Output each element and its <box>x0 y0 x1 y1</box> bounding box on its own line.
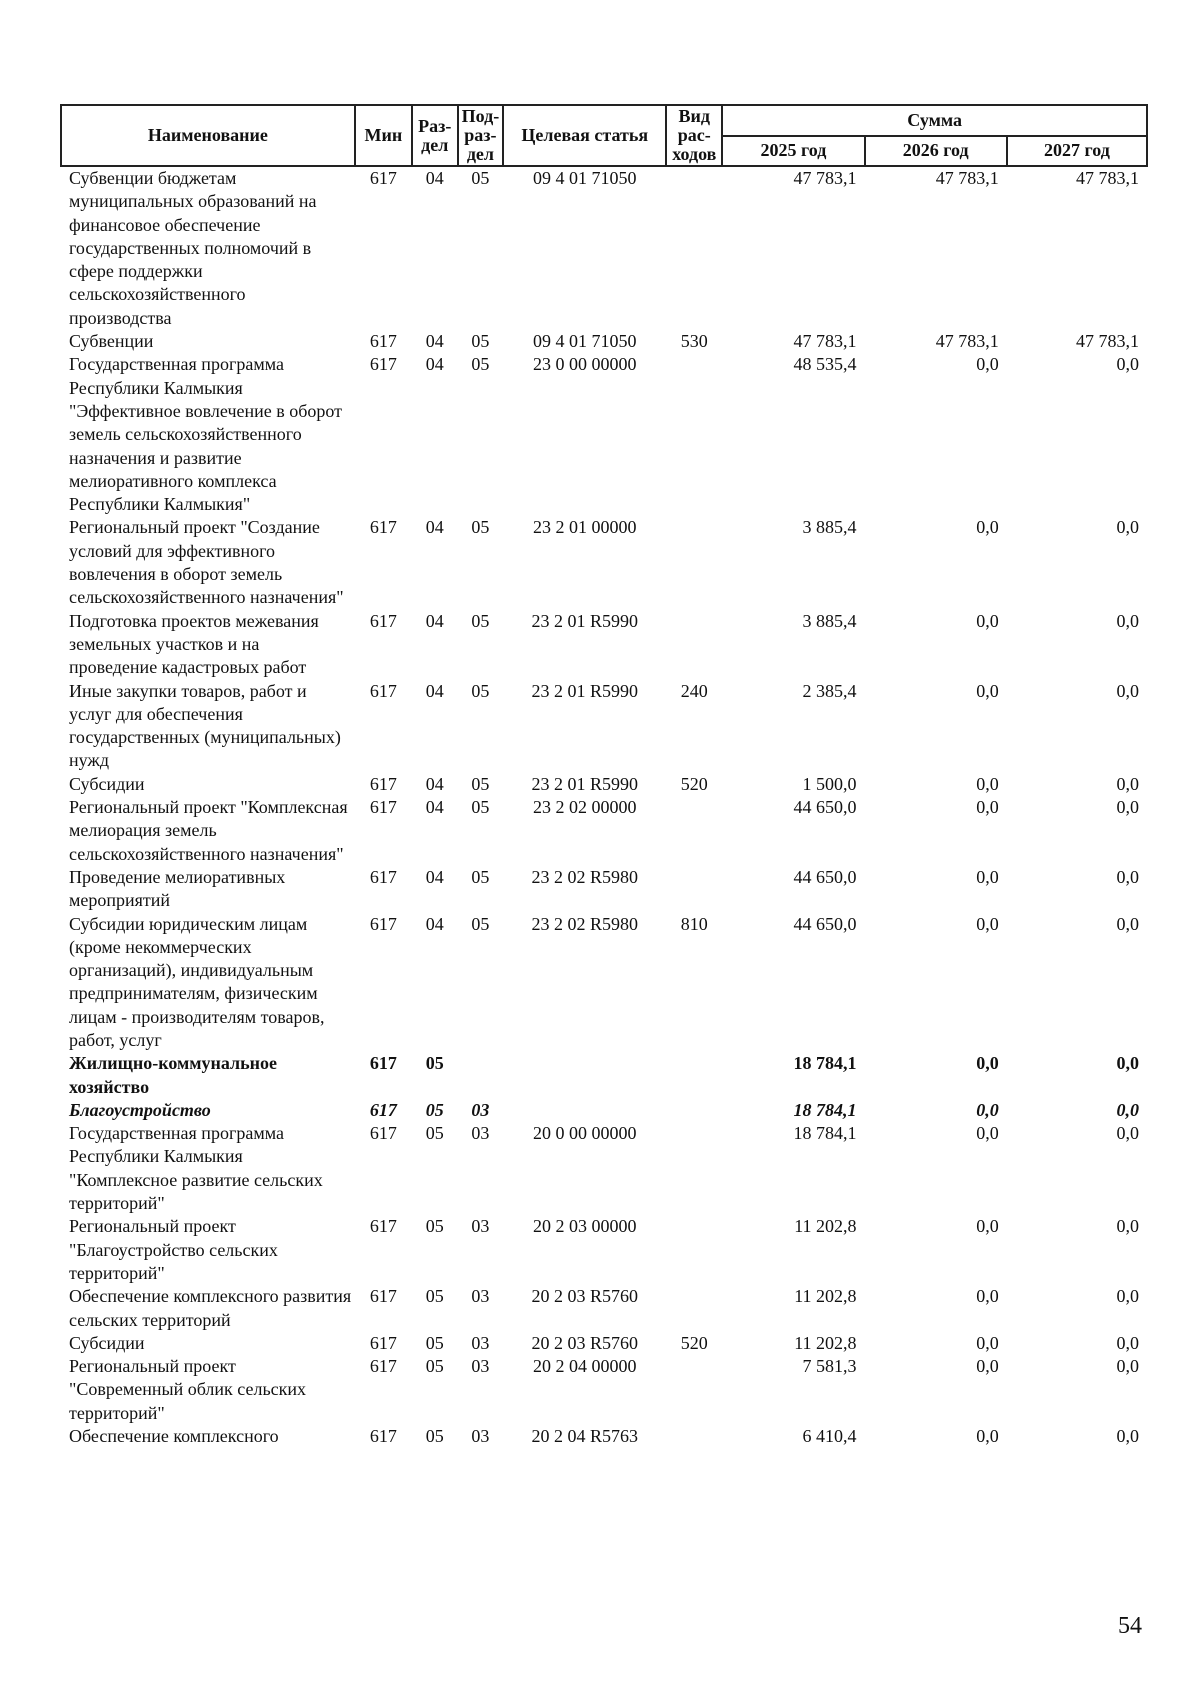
cell-2027: 0,0 <box>1116 517 1139 538</box>
cell-razdel: 04 <box>425 517 444 538</box>
cell-razdel: 05 <box>425 1123 444 1144</box>
cell-podrazdel: 03 <box>471 1099 490 1120</box>
table-row <box>61 913 1147 1053</box>
table-header <box>61 105 1147 166</box>
cell-2027: 0,0 <box>1116 1123 1139 1144</box>
cell-vid <box>666 866 722 913</box>
cell-2025: 7 581,3 <box>802 1356 857 1377</box>
table-row <box>61 1052 1147 1099</box>
cell-2026: 0,0 <box>976 680 999 701</box>
cell-podrazdel: 05 <box>471 517 490 538</box>
cell-vid <box>666 796 722 866</box>
cell-2027: 0,0 <box>1116 1216 1139 1237</box>
cell-name: Жилищно-коммунальное хозяйство <box>69 1053 278 1097</box>
cell-min: 617 <box>369 1356 397 1377</box>
header-target: Целевая статья <box>503 105 666 166</box>
cell-2026: 0,0 <box>976 1332 999 1353</box>
table-row <box>61 1355 1147 1425</box>
cell-target: 20 2 04 R5763 <box>531 1426 638 1447</box>
cell-2027: 0,0 <box>1116 680 1139 701</box>
cell-name: Субвенции бюджетам муниципальных образований на финансовое обеспечение государственных полномочий в сфере поддержки сельскохозяйственного производства <box>69 168 317 328</box>
cell-2025: 11 202,8 <box>794 1216 857 1237</box>
cell-2025: 47 783,1 <box>793 331 857 352</box>
cell-podrazdel: 05 <box>471 866 490 887</box>
cell-razdel: 04 <box>425 331 444 352</box>
cell-razdel: 04 <box>425 797 444 818</box>
cell-vid: 520 <box>680 773 708 794</box>
cell-podrazdel: 05 <box>471 680 490 701</box>
cell-2027: 0,0 <box>1116 1099 1139 1120</box>
cell-podrazdel <box>458 1052 504 1099</box>
table-row <box>61 516 1147 609</box>
header-year-2027: 2027 год <box>1007 136 1147 167</box>
table-row <box>61 610 1147 680</box>
cell-2027: 0,0 <box>1116 354 1139 375</box>
cell-name: Субвенции <box>69 331 154 352</box>
header-name: Наименование <box>61 105 355 166</box>
cell-2025: 11 202,8 <box>794 1286 857 1307</box>
cell-2027: 0,0 <box>1116 1426 1139 1447</box>
cell-2026: 0,0 <box>976 517 999 538</box>
table-row <box>61 1122 1147 1215</box>
cell-2026: 0,0 <box>976 610 999 631</box>
cell-razdel: 05 <box>425 1286 444 1307</box>
cell-target <box>503 1052 666 1099</box>
cell-target: 20 2 03 R5760 <box>531 1286 638 1307</box>
cell-razdel: 04 <box>425 168 444 188</box>
table-body <box>61 166 1147 1448</box>
cell-podrazdel: 05 <box>471 168 490 188</box>
cell-2025: 18 784,1 <box>793 1099 857 1120</box>
table-row <box>61 353 1147 516</box>
cell-target: 20 0 00 00000 <box>533 1123 637 1144</box>
cell-2026: 47 783,1 <box>935 331 999 352</box>
cell-min: 617 <box>369 1099 397 1120</box>
cell-min: 617 <box>369 680 397 701</box>
cell-name: Субсидии <box>69 773 145 794</box>
cell-2027: 47 783,1 <box>1076 168 1139 188</box>
cell-vid <box>666 1425 722 1448</box>
cell-name: Проведение мелиоративных мероприятий <box>69 866 286 911</box>
cell-podrazdel: 05 <box>471 354 490 375</box>
cell-2026: 0,0 <box>976 1099 999 1120</box>
cell-podrazdel: 03 <box>471 1216 490 1237</box>
cell-2027: 0,0 <box>1116 1356 1139 1377</box>
header-summa: Сумма <box>722 105 1147 136</box>
cell-2027: 0,0 <box>1116 1286 1139 1307</box>
cell-razdel: 04 <box>425 354 444 375</box>
header-razdel: Раз-дел <box>412 105 458 166</box>
cell-min: 617 <box>369 1332 397 1353</box>
cell-podrazdel: 05 <box>471 610 490 631</box>
page-number: 54 <box>1118 1613 1142 1639</box>
cell-2026: 0,0 <box>976 1053 999 1074</box>
cell-razdel: 04 <box>425 866 444 887</box>
cell-vid: 520 <box>680 1332 708 1353</box>
cell-razdel: 05 <box>425 1099 444 1120</box>
cell-name: Субсидии юридическим лицам (кроме некоммерческих организаций), индивидуальным предпринимателям, физическим лицам - производителям товаров, работ, услуг <box>69 913 325 1050</box>
cell-vid: 240 <box>680 680 708 701</box>
cell-podrazdel: 03 <box>471 1123 490 1144</box>
cell-name: Региональный проект "Создание условий для эффективного вовлечения в оборот земель сельскохозяйственного назначения" <box>69 517 344 608</box>
cell-razdel: 04 <box>425 610 444 631</box>
table-row <box>61 796 1147 866</box>
cell-target: 23 2 01 R5990 <box>531 610 638 631</box>
table-row <box>61 1215 1147 1285</box>
cell-2025: 44 650,0 <box>793 913 857 934</box>
cell-razdel: 04 <box>425 680 444 701</box>
cell-target: 23 2 02 00000 <box>533 797 637 818</box>
cell-2025: 18 784,1 <box>793 1053 857 1074</box>
cell-vid: 810 <box>680 913 708 934</box>
cell-min: 617 <box>369 354 397 375</box>
cell-razdel: 05 <box>425 1053 444 1074</box>
cell-2026: 0,0 <box>976 1426 999 1447</box>
cell-razdel: 05 <box>425 1356 444 1377</box>
cell-razdel: 04 <box>425 913 444 934</box>
cell-razdel: 05 <box>425 1216 444 1237</box>
cell-2027: 0,0 <box>1116 1053 1139 1074</box>
cell-target: 20 2 03 R5760 <box>531 1332 638 1353</box>
cell-2026: 0,0 <box>976 773 999 794</box>
cell-min: 617 <box>369 913 397 934</box>
cell-min: 617 <box>369 773 397 794</box>
cell-name: Государственная программа Республики Калмыкия "Комплексное развитие сельских территорий" <box>69 1123 323 1214</box>
cell-2025: 3 885,4 <box>802 517 857 538</box>
cell-podrazdel: 05 <box>471 773 490 794</box>
cell-2026: 0,0 <box>976 1356 999 1377</box>
table-row <box>61 773 1147 796</box>
cell-2026: 0,0 <box>976 797 999 818</box>
table-row <box>61 866 1147 913</box>
cell-podrazdel: 05 <box>471 331 490 352</box>
table-row <box>61 1285 1147 1332</box>
cell-2027: 0,0 <box>1116 1332 1139 1353</box>
cell-2025: 47 783,1 <box>793 168 857 188</box>
cell-2025: 11 202,8 <box>794 1332 857 1353</box>
cell-podrazdel: 03 <box>471 1286 490 1307</box>
cell-min: 617 <box>369 1053 397 1074</box>
cell-target: 09 4 01 71050 <box>533 168 637 188</box>
cell-min: 617 <box>369 1286 397 1307</box>
cell-2026: 0,0 <box>976 913 999 934</box>
budget-table <box>60 104 1148 1448</box>
cell-razdel: 04 <box>425 773 444 794</box>
cell-min: 617 <box>369 610 397 631</box>
header-podrazdel: Под-раз-дел <box>458 105 504 166</box>
cell-name: Региональный проект "Комплексная мелиорация земель сельскохозяйственного назначения" <box>69 797 348 864</box>
table-row <box>61 330 1147 353</box>
header-year-2026: 2026 год <box>865 136 1007 167</box>
cell-2027: 0,0 <box>1116 797 1139 818</box>
table-row <box>61 680 1147 773</box>
cell-name: Региональный проект "Современный облик сельских территорий" <box>69 1356 307 1423</box>
table-row <box>61 1099 1147 1122</box>
cell-2027: 47 783,1 <box>1076 331 1139 352</box>
cell-vid <box>666 1355 722 1425</box>
cell-2025: 18 784,1 <box>793 1123 857 1144</box>
cell-target: 23 2 01 00000 <box>533 517 637 538</box>
cell-min: 617 <box>369 1216 397 1237</box>
cell-vid <box>666 1285 722 1332</box>
cell-2025: 6 410,4 <box>802 1426 857 1447</box>
cell-2027: 0,0 <box>1116 913 1139 934</box>
cell-min: 617 <box>369 1426 397 1447</box>
cell-vid <box>666 516 722 609</box>
table-row <box>61 1425 1147 1448</box>
table-row <box>61 1332 1147 1355</box>
cell-name: Региональный проект "Благоустройство сельских территорий" <box>69 1216 278 1283</box>
header-year-2025: 2025 год <box>722 136 864 167</box>
cell-2025: 1 500,0 <box>802 773 857 794</box>
cell-2027: 0,0 <box>1116 866 1139 887</box>
cell-vid <box>666 610 722 680</box>
cell-target: 23 2 02 R5980 <box>531 866 638 887</box>
header-min: Мин <box>355 105 412 166</box>
cell-min: 617 <box>369 866 397 887</box>
cell-podrazdel: 03 <box>471 1332 490 1353</box>
cell-2026: 0,0 <box>976 866 999 887</box>
cell-vid <box>666 1122 722 1215</box>
cell-name: Государственная программа Республики Калмыкия "Эффективное вовлечение в оборот земель сельскохозяйственного назначения и развитие мелиоративного комплекса Республики Калмыкия" <box>69 354 343 515</box>
cell-target: 23 2 01 R5990 <box>531 773 638 794</box>
cell-min: 617 <box>369 797 397 818</box>
cell-target: 23 0 00 00000 <box>533 354 637 375</box>
cell-target: 20 2 03 00000 <box>533 1216 637 1237</box>
cell-podrazdel: 03 <box>471 1356 490 1377</box>
cell-target: 23 2 02 R5980 <box>531 913 638 934</box>
cell-target: 20 2 04 00000 <box>533 1356 637 1377</box>
cell-podrazdel: 05 <box>471 913 490 934</box>
cell-vid <box>666 1052 722 1099</box>
cell-min: 617 <box>369 1123 397 1144</box>
cell-min: 617 <box>369 168 397 188</box>
cell-target: 09 4 01 71050 <box>533 331 637 352</box>
cell-min: 617 <box>369 517 397 538</box>
cell-name: Подготовка проектов межевания земельных участков и на проведение кадастровых работ <box>69 610 319 678</box>
cell-name: Иные закупки товаров, работ и услуг для обеспечения государственных (муниципальных) нужд <box>69 680 341 771</box>
cell-2026: 0,0 <box>976 1286 999 1307</box>
cell-2026: 47 783,1 <box>935 168 999 188</box>
cell-name: Обеспечение комплексного развития сельских территорий <box>69 1286 352 1330</box>
cell-podrazdel: 03 <box>471 1426 490 1447</box>
cell-2025: 44 650,0 <box>793 866 857 887</box>
cell-2026: 0,0 <box>976 1216 999 1237</box>
cell-2026: 0,0 <box>976 1123 999 1144</box>
cell-podrazdel: 05 <box>471 797 490 818</box>
cell-min: 617 <box>369 331 397 352</box>
cell-vid <box>666 166 722 330</box>
cell-vid <box>666 1215 722 1285</box>
cell-2025: 2 385,4 <box>802 680 857 701</box>
cell-vid: 530 <box>680 331 708 352</box>
cell-2025: 44 650,0 <box>793 797 857 818</box>
cell-2027: 0,0 <box>1116 610 1139 631</box>
cell-target: 23 2 01 R5990 <box>531 680 638 701</box>
cell-2025: 48 535,4 <box>793 354 857 375</box>
header-vid: Вид рас-ходов <box>666 105 722 166</box>
table-row <box>61 166 1147 330</box>
cell-vid <box>666 1099 722 1122</box>
cell-name: Субсидии <box>69 1332 145 1353</box>
cell-target <box>503 1099 666 1122</box>
cell-razdel: 05 <box>425 1426 444 1447</box>
cell-2027: 0,0 <box>1116 773 1139 794</box>
cell-2025: 3 885,4 <box>802 610 857 631</box>
cell-vid <box>666 353 722 516</box>
cell-name: Благоустройство <box>69 1099 211 1120</box>
cell-razdel: 05 <box>425 1332 444 1353</box>
cell-2026: 0,0 <box>976 354 999 375</box>
cell-name: Обеспечение комплексного <box>69 1426 279 1447</box>
